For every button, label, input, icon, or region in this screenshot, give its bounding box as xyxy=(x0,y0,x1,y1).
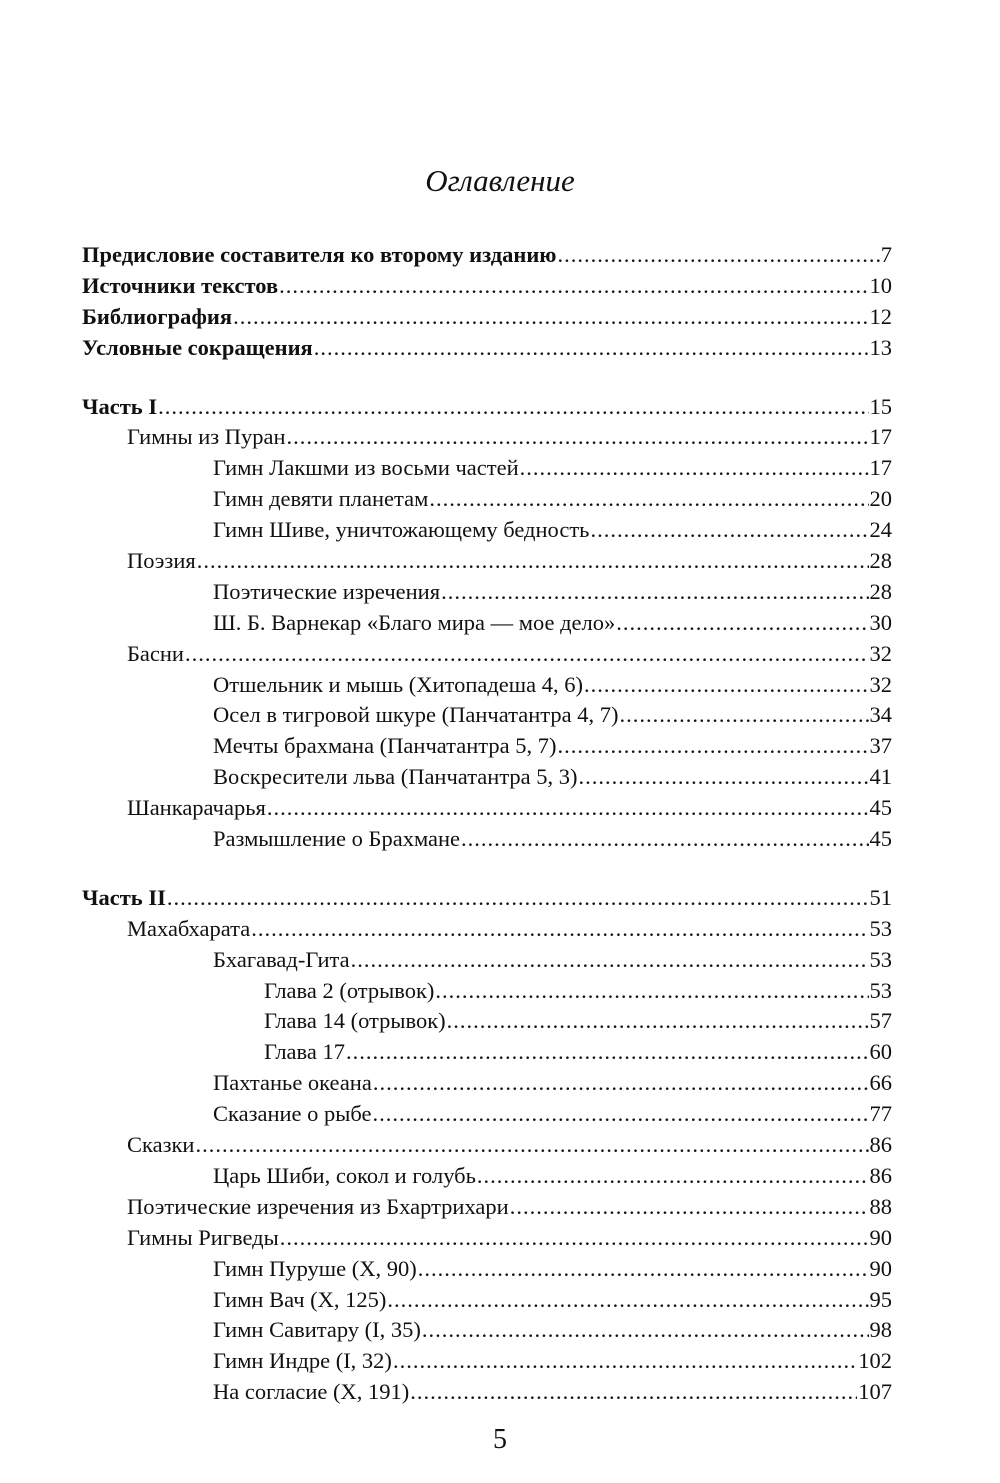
toc-page-number: 90 xyxy=(869,1255,892,1281)
dot-leader xyxy=(346,1037,869,1068)
toc-entry-title: Предисловие составителя ко второму изданию xyxy=(82,242,557,267)
toc-entry-title: Воскресители льва (Панчатантра 5, 3) xyxy=(213,764,578,790)
toc-entry-title: Гимн девяти планетам xyxy=(213,486,429,512)
toc-entry xyxy=(82,608,892,639)
toc-page-number: 32 xyxy=(869,671,892,697)
toc-entry-title: Глава 2 (отрывок) xyxy=(264,977,435,1003)
toc-page-number: 53 xyxy=(869,946,892,972)
toc-entry xyxy=(82,700,892,731)
toc-page-number: 41 xyxy=(869,764,892,790)
toc-entry-title: Библиография xyxy=(82,303,233,329)
toc-entry xyxy=(82,670,892,701)
dot-leader xyxy=(461,824,868,855)
toc-page-number: 28 xyxy=(869,548,892,574)
dot-leader xyxy=(429,484,868,515)
table-of-contents xyxy=(82,240,892,1408)
toc-page-number: 24 xyxy=(869,517,892,543)
toc-page-number: 10 xyxy=(869,272,892,298)
dot-leader xyxy=(185,639,869,670)
toc-entry xyxy=(82,422,892,453)
toc-page-number: 60 xyxy=(869,1039,892,1065)
dot-leader xyxy=(287,422,869,453)
dot-leader xyxy=(590,515,868,546)
toc-entry-title: Отшельник и мышь (Хитопадеша 4, 6) xyxy=(213,671,583,697)
toc-entry xyxy=(82,1006,892,1037)
toc-entry xyxy=(82,914,892,945)
dot-leader xyxy=(373,1068,869,1099)
toc-page-number: 66 xyxy=(869,1070,892,1096)
toc-page-number: 86 xyxy=(869,1132,892,1158)
toc-page-number: 15 xyxy=(869,393,892,419)
toc-page-number: 32 xyxy=(869,640,892,666)
toc-page-number: 51 xyxy=(869,884,892,910)
toc-entry-preface xyxy=(82,240,892,271)
toc-entry xyxy=(82,1346,892,1377)
toc-page-number: 107 xyxy=(858,1379,892,1405)
toc-entry-title: Гимн Вач (X, 125) xyxy=(213,1286,387,1312)
toc-entry xyxy=(82,793,892,824)
toc-entry xyxy=(82,484,892,515)
toc-entry-title: Сказки xyxy=(127,1132,195,1158)
toc-entry xyxy=(82,976,892,1007)
toc-entry xyxy=(82,1192,892,1223)
dot-leader xyxy=(195,1130,868,1161)
dot-leader xyxy=(616,608,868,639)
toc-page-number: 98 xyxy=(869,1317,892,1343)
toc-entry xyxy=(82,824,892,855)
toc-entry xyxy=(82,731,892,762)
dot-leader xyxy=(520,453,869,484)
toc-page-number: 53 xyxy=(869,977,892,1003)
dot-leader xyxy=(197,546,869,577)
toc-page-number: 34 xyxy=(869,702,892,728)
toc-entry-title: Ш. Б. Варнекар «Благо мира — мое дело» xyxy=(213,609,616,635)
toc-entry-title: Часть I xyxy=(82,393,158,419)
toc-page-number: 20 xyxy=(869,486,892,512)
dot-leader xyxy=(351,945,869,976)
toc-entry xyxy=(82,1130,892,1161)
toc-entry xyxy=(82,945,892,976)
toc-page-number: 45 xyxy=(869,826,892,852)
toc-entry-title: Сказание о рыбе xyxy=(213,1101,372,1127)
dot-leader xyxy=(393,1346,857,1377)
toc-entry-title: Басни xyxy=(127,640,184,666)
toc-entry xyxy=(82,1254,892,1285)
section-gap xyxy=(82,364,892,392)
toc-entry xyxy=(82,639,892,670)
dot-leader xyxy=(579,762,869,793)
dot-leader xyxy=(418,1254,869,1285)
dot-leader xyxy=(557,240,879,271)
toc-page-number: 86 xyxy=(869,1162,892,1188)
toc-page-number: 88 xyxy=(869,1193,892,1219)
toc-page-number: 95 xyxy=(869,1286,892,1312)
dot-leader xyxy=(387,1285,868,1316)
toc-entry-title: Гимн Лакшми из восьми частей xyxy=(213,455,519,481)
toc-entry-abbreviations xyxy=(82,333,892,364)
toc-entry xyxy=(82,1099,892,1130)
toc-page-number: 17 xyxy=(869,455,892,481)
toc-entry-title: На согласие (X, 191) xyxy=(213,1379,410,1405)
dot-leader xyxy=(158,392,868,423)
toc-entry-title: Гимны Ригведы xyxy=(127,1224,279,1250)
dot-leader xyxy=(441,577,868,608)
dot-leader xyxy=(477,1161,869,1192)
toc-entry-title: Глава 14 (отрывок) xyxy=(264,1008,446,1034)
dot-leader xyxy=(280,1223,869,1254)
toc-entry xyxy=(82,577,892,608)
toc-entry xyxy=(82,453,892,484)
toc-entry-bibliography xyxy=(82,302,892,333)
toc-entry-title: Мечты брахмана (Панчатантра 5, 7) xyxy=(213,733,557,759)
toc-page-number: 13 xyxy=(869,334,892,360)
dot-leader xyxy=(584,670,869,701)
dot-leader xyxy=(510,1192,869,1223)
toc-page-number: 7 xyxy=(880,242,892,267)
dot-leader xyxy=(435,976,868,1007)
toc-entry-title: Часть II xyxy=(82,884,166,910)
toc-entry xyxy=(82,1377,892,1408)
toc-page-number: 12 xyxy=(869,303,892,329)
toc-entry-title: Гимн Пуруше (X, 90) xyxy=(213,1255,417,1281)
dot-leader xyxy=(251,914,868,945)
section-gap xyxy=(82,855,892,883)
toc-entry-sources xyxy=(82,271,892,302)
toc-entry-title: Царь Шиби, сокол и голубь xyxy=(213,1162,476,1188)
toc-entry-title: Глава 17 xyxy=(264,1039,345,1065)
dot-leader xyxy=(267,793,869,824)
dot-leader xyxy=(447,1006,869,1037)
toc-entry xyxy=(82,1223,892,1254)
toc-entry xyxy=(82,1037,892,1068)
toc-page-number: 28 xyxy=(869,578,892,604)
toc-entry-part-1 xyxy=(82,392,892,423)
toc-entry-title: Шанкарачарья xyxy=(127,795,266,821)
toc-page-number: 90 xyxy=(869,1224,892,1250)
toc-entry-title: Гимн Савитару (I, 35) xyxy=(213,1317,421,1343)
dot-leader xyxy=(233,302,868,333)
toc-entry-title: Поэтические изречения из Бхартрихари xyxy=(127,1193,509,1219)
toc-entry-part-2 xyxy=(82,883,892,914)
toc-page-number: 53 xyxy=(869,915,892,941)
toc-page-number: 17 xyxy=(869,424,892,450)
dot-leader xyxy=(314,333,869,364)
toc-entry xyxy=(82,1068,892,1099)
toc-page-number: 45 xyxy=(869,795,892,821)
toc-entry-title: Гимн Индре (I, 32) xyxy=(213,1348,392,1374)
dot-leader xyxy=(279,271,868,302)
dot-leader xyxy=(410,1377,857,1408)
dot-leader xyxy=(619,700,868,731)
dot-leader xyxy=(558,731,869,762)
toc-entry-title: Осел в тигровой шкуре (Панчатантра 4, 7) xyxy=(213,702,619,728)
toc-entry-title: Поэзия xyxy=(127,548,196,574)
toc-entry xyxy=(82,546,892,577)
toc-entry-title: Поэтические изречения xyxy=(213,578,441,604)
toc-entry-title: Условные сокращения xyxy=(82,334,313,360)
toc-entry-title: Пахтанье океана xyxy=(213,1070,372,1096)
toc-entry-title: Источники текстов xyxy=(82,272,279,298)
toc-page-number: 30 xyxy=(869,609,892,635)
toc-entry xyxy=(82,1161,892,1192)
toc-entry-title: Размышление о Брахмане xyxy=(213,826,461,852)
toc-entry xyxy=(82,762,892,793)
toc-page-number: 37 xyxy=(869,733,892,759)
toc-page-number: 77 xyxy=(869,1101,892,1127)
dot-leader xyxy=(422,1315,869,1346)
toc-entry xyxy=(82,1315,892,1346)
toc-entry-title: Бхагавад-Гита xyxy=(213,946,350,972)
page-title: Оглавление xyxy=(425,163,575,198)
dot-leader xyxy=(373,1099,869,1130)
toc-entry-title: Гимн Шиве, уничтожающему бедность xyxy=(213,517,590,543)
toc-page-number: 57 xyxy=(869,1008,892,1034)
toc-page-number: 102 xyxy=(858,1348,892,1374)
toc-entry xyxy=(82,1285,892,1316)
page-number: 5 xyxy=(493,1424,507,1455)
toc-entry xyxy=(82,515,892,546)
toc-entry-title: Махабхарата xyxy=(127,915,251,941)
dot-leader xyxy=(167,883,869,914)
toc-entry-title: Гимны из Пуран xyxy=(127,424,286,450)
